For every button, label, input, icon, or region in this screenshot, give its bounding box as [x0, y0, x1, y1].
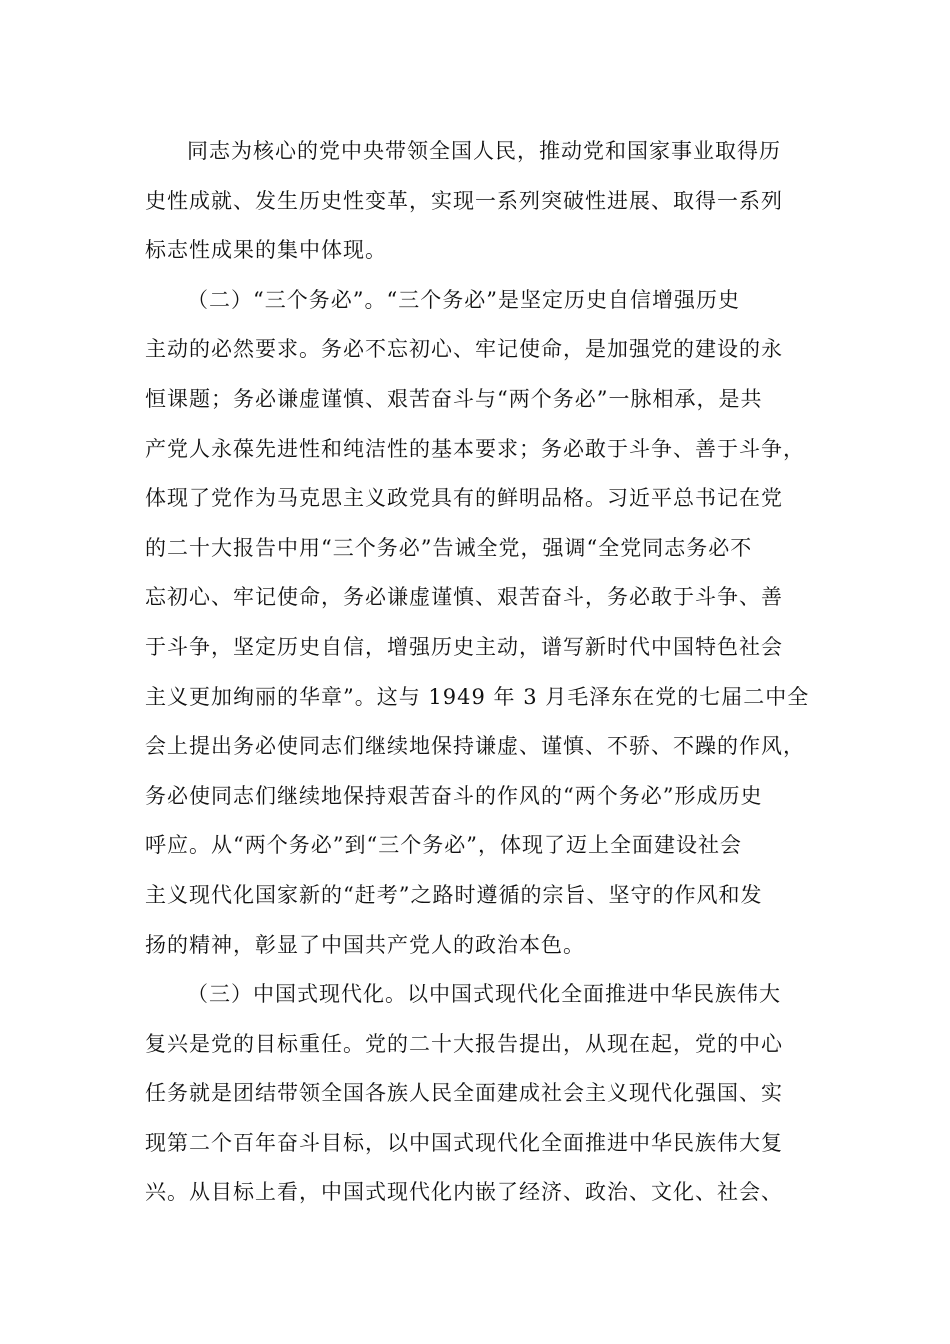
text-line: 复兴是党的目标重任。党的二十大报告提出，从现在起，党的中心: [145, 1031, 783, 1056]
text-line: 务必使同志们继续地保持艰苦奋斗的作风的“两个务必”形成历史: [145, 783, 763, 808]
text-line: 现第二个百年奋斗目标，以中国式现代化全面推进中华民族伟大复: [145, 1130, 783, 1155]
text-line: 呼应。从“两个务必”到“三个务必”，体现了迈上全面建设社会: [145, 833, 742, 858]
text-line: 会上提出务必使同志们继续地保持谦虚、谨慎、不骄、不躁的作风，: [145, 734, 805, 759]
text-line: 的二十大报告中用“三个务必”告诫全党，强调“全党同志务必不: [145, 535, 753, 560]
section-heading-line: （二）“三个务必”。“三个务必”是坚定历史自信增强历史: [187, 287, 740, 312]
text-line: 同志为核心的党中央带领全国人民，推动党和国家事业取得历: [187, 139, 781, 163]
text-line: 恒课题；务必谦虚谨慎、艰苦奋斗与“两个务必”一脉相承，是共: [145, 386, 763, 411]
text-line: 标志性成果的集中体现。: [145, 238, 387, 263]
text-line: 扬的精神，彰显了中国共产党人的政治本色。: [145, 932, 585, 957]
text-line: 主义现代化国家新的“赶考”之路时遵循的宗旨、坚守的作风和发: [145, 882, 763, 907]
text-line: 主动的必然要求。务必不忘初心、牢记使命，是加强党的建设的永: [145, 337, 783, 362]
text-line: 任务就是团结带领全国各族人民全面建成社会主义现代化强国、实: [145, 1081, 783, 1106]
text-line: 产党人永葆先进性和纯洁性的基本要求；务必敢于斗争、善于斗争，: [145, 436, 805, 461]
text-line: 忘初心、牢记使命，务必谦虚谨慎、艰苦奋斗，务必敢于斗争、善: [145, 585, 783, 610]
text-line: 体现了党作为马克思主义政党具有的鲜明品格。习近平总书记在党: [145, 486, 783, 511]
section-heading-line: （三）中国式现代化。以中国式现代化全面推进中华民族伟大: [187, 982, 781, 1007]
body-text: [145, 127, 820, 1218]
text-line: 于斗争，坚定历史自信，增强历史主动，谱写新时代中国特色社会: [145, 634, 783, 659]
text-line: 史性成就、发生历史性变革，实现一系列突破性进展、取得一系列: [145, 188, 783, 213]
text-line: 兴。从目标上看，中国式现代化内嵌了经济、政治、文化、社会、: [145, 1180, 783, 1205]
text-line: 主义更加绚丽的华章”。这与 1949 年 3 月毛泽东在党的七届二中全: [145, 684, 810, 709]
